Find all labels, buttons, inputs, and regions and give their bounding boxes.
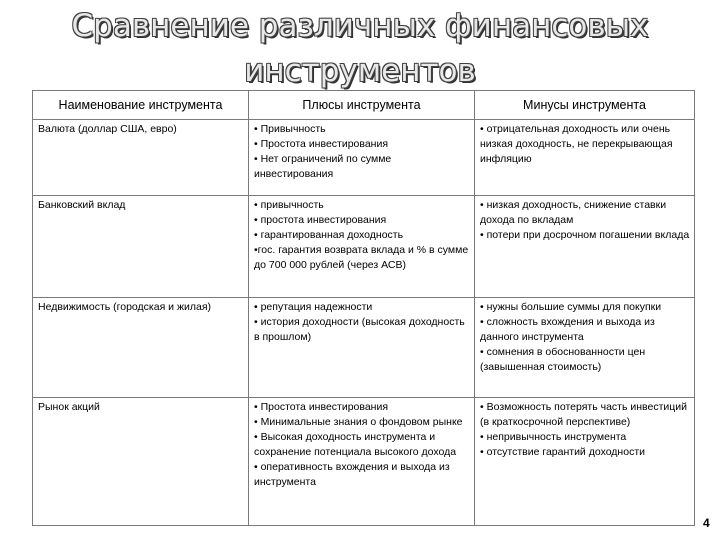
title-line-1: Сравнение различных финансовых [71, 8, 649, 44]
con-item: • потери при досрочном погашении вклада [480, 229, 690, 241]
pro-item: • Привычность [254, 123, 326, 135]
table-row [33, 120, 695, 196]
con-item: • низкая доходность, снижение ставки дохода по вкладам [480, 199, 667, 226]
pro-item: • Нет ограничений по сумме инвестирования [254, 153, 392, 180]
pro-item: • Минимальные знания о фондовом рынке [254, 416, 463, 428]
pro-item: • оперативность вхождения и выхода из инструмента [254, 461, 450, 488]
table-header-row [33, 91, 695, 120]
header-cons: Минусы инструмента [475, 91, 695, 120]
con-item: • сложность вхождения и выхода из данного инструмента [480, 316, 655, 343]
comparison-table [32, 90, 695, 526]
pro-item: • Простота инвестирования [254, 401, 389, 413]
instrument-name: Рынок акций [33, 398, 249, 526]
pros-cell [249, 398, 475, 526]
header-pros: Плюсы инструмента [249, 91, 475, 120]
page-number: 4 [703, 516, 710, 530]
pro-item: • гарантированная доходность [254, 229, 404, 241]
instrument-name: Валюта (доллар США, евро) [33, 120, 249, 196]
pros-cell [249, 120, 475, 196]
table-row [33, 196, 695, 298]
pro-item: • простота инвестирования [254, 214, 387, 226]
title-line-2: инструментов [244, 53, 476, 89]
cons-cell [475, 120, 695, 196]
header-instrument: Наименование инструмента [33, 91, 249, 120]
instrument-name: Банковский вклад [33, 196, 249, 298]
con-item: • нужны большие суммы для покупки [480, 301, 662, 313]
pro-item: •гос. гарантия возврата вклада и % в сумме до 700 000 рублей (через АСВ) [254, 244, 469, 271]
pro-item: • Простота инвестирования [254, 138, 389, 150]
instrument-name: Недвижимость (городская и жилая) [33, 298, 249, 398]
cons-cell [475, 398, 695, 526]
con-item: • отрицательная доходность или очень низкая доходность, не перекрывающая инфляцию [480, 123, 673, 165]
pros-cell [249, 196, 475, 298]
table-row [33, 298, 695, 398]
pros-cell [249, 298, 475, 398]
cons-cell [475, 196, 695, 298]
table-row [33, 398, 695, 526]
con-item: • непривычность инструмента [480, 431, 627, 443]
cons-cell [475, 298, 695, 398]
con-item: • отсутствие гарантий доходности [480, 446, 645, 458]
pro-item: • привычность [254, 199, 324, 211]
pro-item: • Высокая доходность инструмента и сохранение потенциала высокого дохода [254, 431, 457, 458]
con-item: • Возможность потерять часть инвестиций (в краткосрочной перспективе) [480, 401, 688, 428]
slide-title [0, 4, 720, 94]
pro-item: • репутация надежности [254, 301, 373, 313]
pro-item: • история доходности (высокая доходность в прошлом) [254, 316, 465, 343]
con-item: • сомнения в обоснованности цен (завышенная стоимость) [480, 346, 646, 373]
